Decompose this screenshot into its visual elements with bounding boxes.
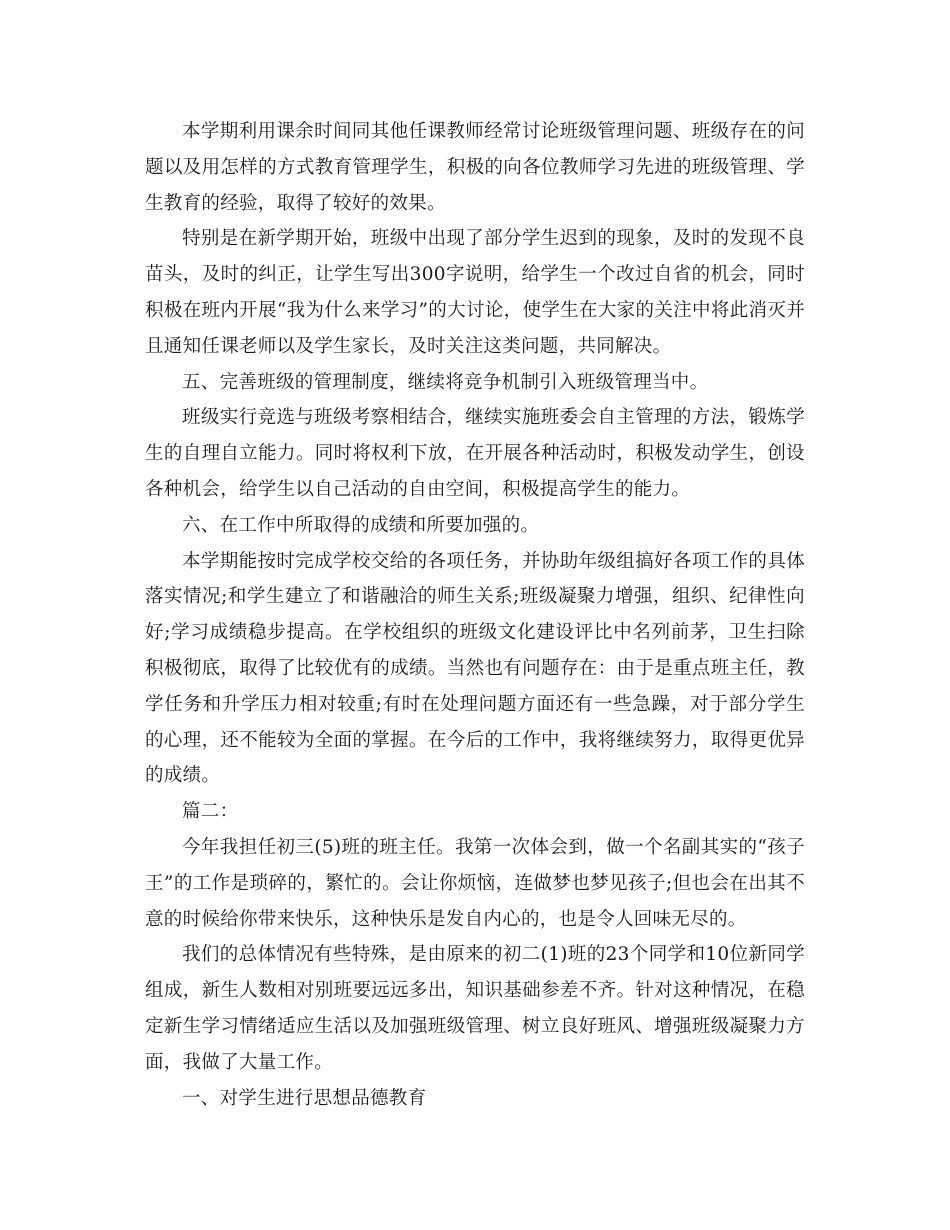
- section-heading-achievements: 六、在工作中所取得的成绩和所要加强的。: [182, 514, 540, 536]
- paragraph-teacher-discussion: 本学期利用课余时间同其他任课教师经常讨论班级管理问题、班级存在的问题以及用怎样的方式教育管理学生，积极的向各位教师学习先进的班级管理、学生教育的经验，取得了较好的效果。: [145, 121, 805, 214]
- section-heading-management-system: 五、完善班级的管理制度，继续将竞争机制引入班级管理当中。: [182, 371, 709, 393]
- paragraph-achievements: 本学期能按时完成学校交给的各项任务，并协助年级组搞好各项工作的具体落实情况;和学生建立了和谐融洽的师生关系;班级凝聚力增强，组织、纪律性向好;学习成绩稳步提高。在学校组织的班级文化建设评比中名列前茅，卫生扫除积极彻底，取得了比较优有的成绩。当然也有问题存在：由于是重点班主任，教学任务和升学压力相对较重;有时在处理问题方面还有一些急躁，对于部分学生的心理，还不能较为全面的掌握。在今后的工作中，我将继续努力，取得更优异的成绩。: [145, 550, 805, 787]
- paragraph-head-teacher-intro: 今年我担任初三(5)班的班主任。我第一次体会到，做一个名副其实的“孩子王”的工作是琐碎的，繁忙的。会让你烦恼，连做梦也梦见孩子;但也会在出其不意的时候给你带来快乐，这种快乐是发自内心的，也是令人回味无尽的。: [145, 836, 805, 930]
- paragraph-class-situation: 我们的总体情况有些特殊，是由原来的初二(1)班的23个同学和10位新同学组成，新生人数相对别班要远远多出，知识基础参差不齐。针对这种情况，在稳定新生学习情绪适应生活以及加强班级管理、树立良好班风、增强班级凝聚力方面，我做了大量工作。: [145, 944, 805, 1073]
- section-heading-moral-education: 一、对学生进行思想品德教育: [182, 1087, 427, 1109]
- paragraph-lateness-handling: 特别是在新学期开始，班级中出现了部分学生迟到的现象，及时的发现不良苗头，及时的纠正，让学生写出300字说明，给学生一个改过自省的机会，同时积极在班内开展“我为什么来学习”的大讨论，使学生在大家的关注中将此消灭并且通知任课老师以及学生家长，及时关注这类问题，共同解决。: [145, 228, 805, 357]
- part-two-heading: 篇二：: [182, 801, 239, 823]
- document-body: [145, 114, 805, 1116]
- paragraph-class-committee: 班级实行竞选与班级考察相结合，继续实施班委会自主管理的方法，锻炼学生的自理自立能力。同时将权利下放，在开展各种活动时，积极发动学生，创设各种机会，给学生以自己活动的自由空间，积极提高学生的能力。: [145, 407, 805, 500]
